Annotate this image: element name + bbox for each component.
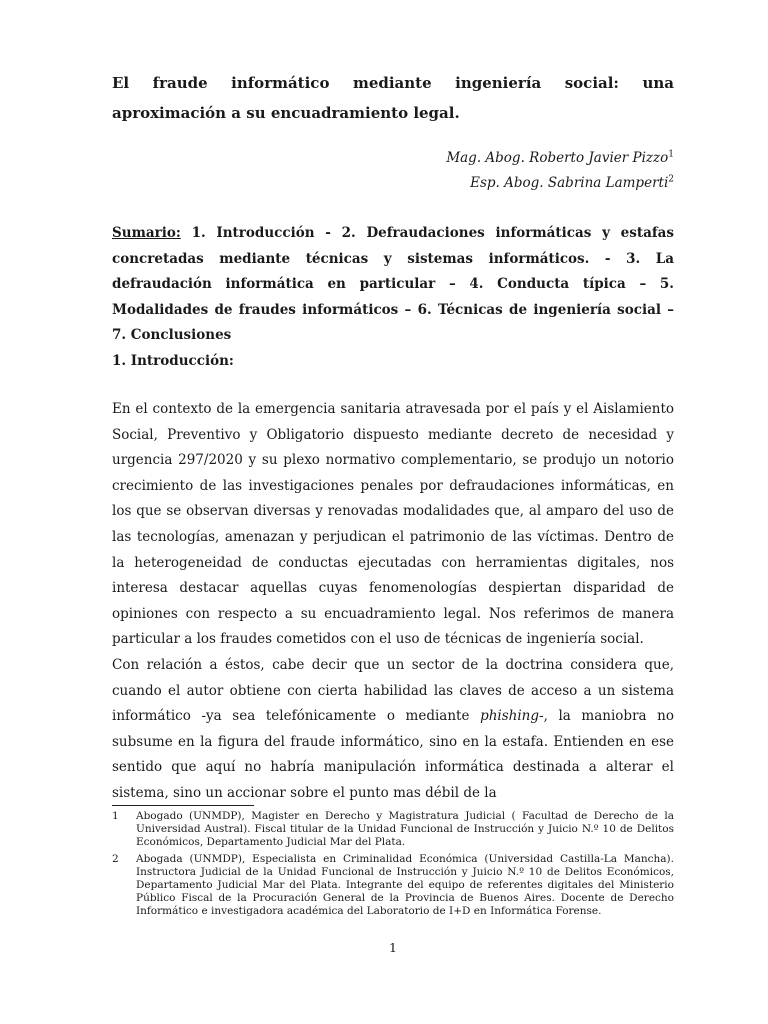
- author-list: [274, 146, 674, 196]
- author-line: [274, 171, 674, 196]
- section-heading: 1. Introducción:: [112, 353, 234, 369]
- footnote-text: Abogado (UNMDP), Magister en Derecho y Magistratura Judicial ( Facultad de Derecho de la Universidad Austral). Fiscal titular de la Unidad Funcional de Instrucción y Juicio N.º 10 de Delitos Económicos, Departamento Judicial Mar del Plata.: [136, 810, 674, 849]
- footnote: [112, 853, 674, 919]
- author-name: Mag. Abog. Roberto Javier Pizzo: [446, 150, 669, 166]
- summary: [112, 221, 674, 349]
- footnote-divider: [112, 805, 254, 806]
- footnote-number: 1: [112, 810, 119, 822]
- body-text: [112, 397, 674, 807]
- paper-title: El fraude informático mediante ingeniería social: una aproximación a su encuadramiento legal.: [112, 74, 674, 122]
- footnote: [112, 810, 674, 850]
- author-line: [274, 146, 674, 171]
- text-run: -, la maniobra no subsume en la figura del fraude informático, sino en la estafa. Entienden en ese sentido que aquí no habría manipulación informática destinada a alterar el sistema, sino un accionar sobre el punto mas débil de la: [112, 708, 674, 801]
- footnote-ref[interactable]: 2: [668, 174, 674, 185]
- emphasis: phishing: [480, 708, 540, 725]
- author-name: Esp. Abog. Sabrina Lamperti: [470, 175, 669, 191]
- paragraph: En el contexto de la emergencia sanitaria atravesada por el país y el Aislamiento Social, Preventivo y Obligatorio dispuesto mediante decreto de necesidad y urgencia 297/2020 y su plexo normativo complementario, se produjo un notorio crecimiento de las investigaciones penales por defraudaciones informáticas, en los que se observan diversas y renovadas modalidades que, al amparo del uso de las tecnologías, amenazan y perjudican el patrimonio de las víctimas. Dentro de la heterogeneidad de conductas ejecutadas con herramientas digitales, nos interesa destacar aquellas cuyas fenomenologías despiertan disparidad de opiniones con respecto a su encuadramiento legal. Nos referimos de manera particular a los fraudes cometidos con el uso de técnicas de ingeniería social.: [112, 401, 674, 648]
- text-run: Con relación a éstos, cabe decir que un sector de la doctrina considera que, cuando el autor obtiene con cierta habilidad las claves de acceso a un sistema informático -ya sea telefónicamente o mediante: [112, 656, 674, 725]
- footnotes: [112, 810, 674, 922]
- summary-text: 1. Introducción - 2. Defraudaciones informáticas y estafas concretadas mediante técnicas y sistemas informáticos. - 3. La defraudación informática en particular – 4. Conducta típica – 5. Modalidades de fraudes informáticos – 6. Técnicas de ingeniería social – 7. Conclusiones: [112, 225, 674, 343]
- summary-label: Sumario:: [112, 225, 181, 241]
- paragraph: [112, 653, 674, 807]
- page-number: 1: [389, 940, 397, 955]
- footnote-number: 2: [112, 852, 119, 865]
- footnote-text: Abogada (UNMDP), Especialista en Criminalidad Económica (Universidad Castilla-La Mancha). Instructora Judicial de la Unidad Funcional de Instrucción y Juicio N.º 10 de Delitos Económicos, Departamento Judicial Mar del Plata. Integrante del equipo de referentes digitales del Ministerio Público Fiscal de la Procuración General de la Provincia de Buenos Aires. Docente de Derecho Informático e investigadora académica del Laboratorio de I+D en Informática Forense.: [136, 852, 674, 918]
- footnote-ref[interactable]: 1: [668, 149, 674, 160]
